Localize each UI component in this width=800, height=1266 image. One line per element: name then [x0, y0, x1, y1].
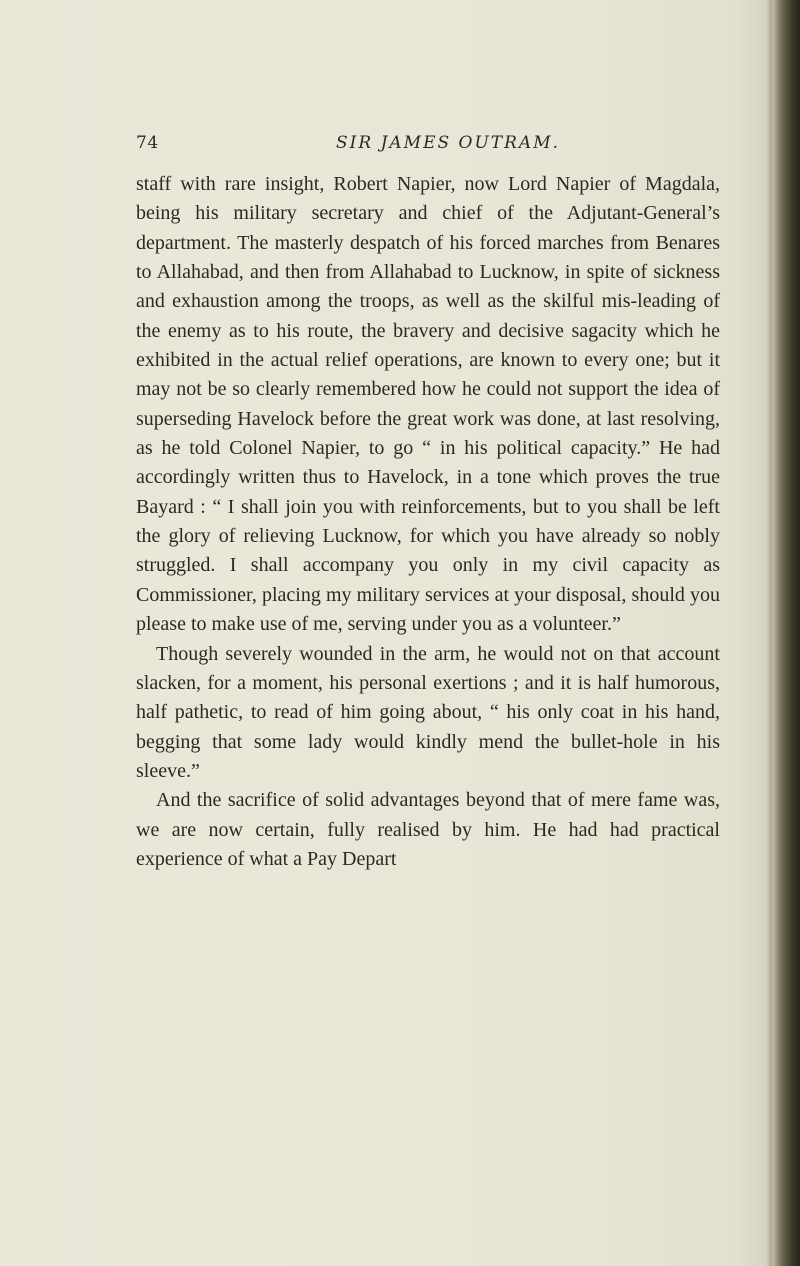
running-head: SIR JAMES OUTRAM.	[336, 133, 561, 153]
paragraph-3: And the sacrifice of solid advantages beyond that of mere fame was, we are now certain, fully realised by him. He had had practical experience of what a Pay Depart	[136, 789, 720, 870]
page-number: 74	[136, 133, 159, 153]
paragraph-2: Though severely wounded in the arm, he would not on that account slacken, for a moment, his personal exertions ; and it is half humorous, half pathetic, to read of him going about, “ his only coat in his hand, begging that some lady would kindly mend the bullet-hole in his sleeve.”	[136, 642, 720, 782]
body-text	[136, 170, 720, 874]
book-binding-edge	[772, 0, 800, 1266]
page-header	[136, 133, 716, 163]
paragraph-1: staff with rare insight, Robert Napier, now Lord Napier of Magdala, being his military secretary and chief of the Adjutant-General’s department. The masterly despatch of his forced marches from Benares to Allahabad, and then from Allahabad to Lucknow, in spite of sickness and exhaustion among the troops, as well as the skilful mis-leading of the enemy as to his route, the bravery and decisive sagacity which he exhibited in the actual relief operations, are known to every one; but it may not be so clearly remembered how he could not support the idea of superseding Havelock before the great work was done, at last resolving, as he told Colonel Napier, to go “ in his political capacity.” He had accordingly written thus to Havelock, in a tone which proves the true Bayard : “ I shall join you with reinforcements, but to you shall be left the glory of relieving Lucknow, for which you have already so nobly struggled. I shall accompany you only in my civil capacity as Commissioner, placing my military services at your disposal, should you please to make use of me, serving under you as a volunteer.”	[136, 173, 720, 636]
